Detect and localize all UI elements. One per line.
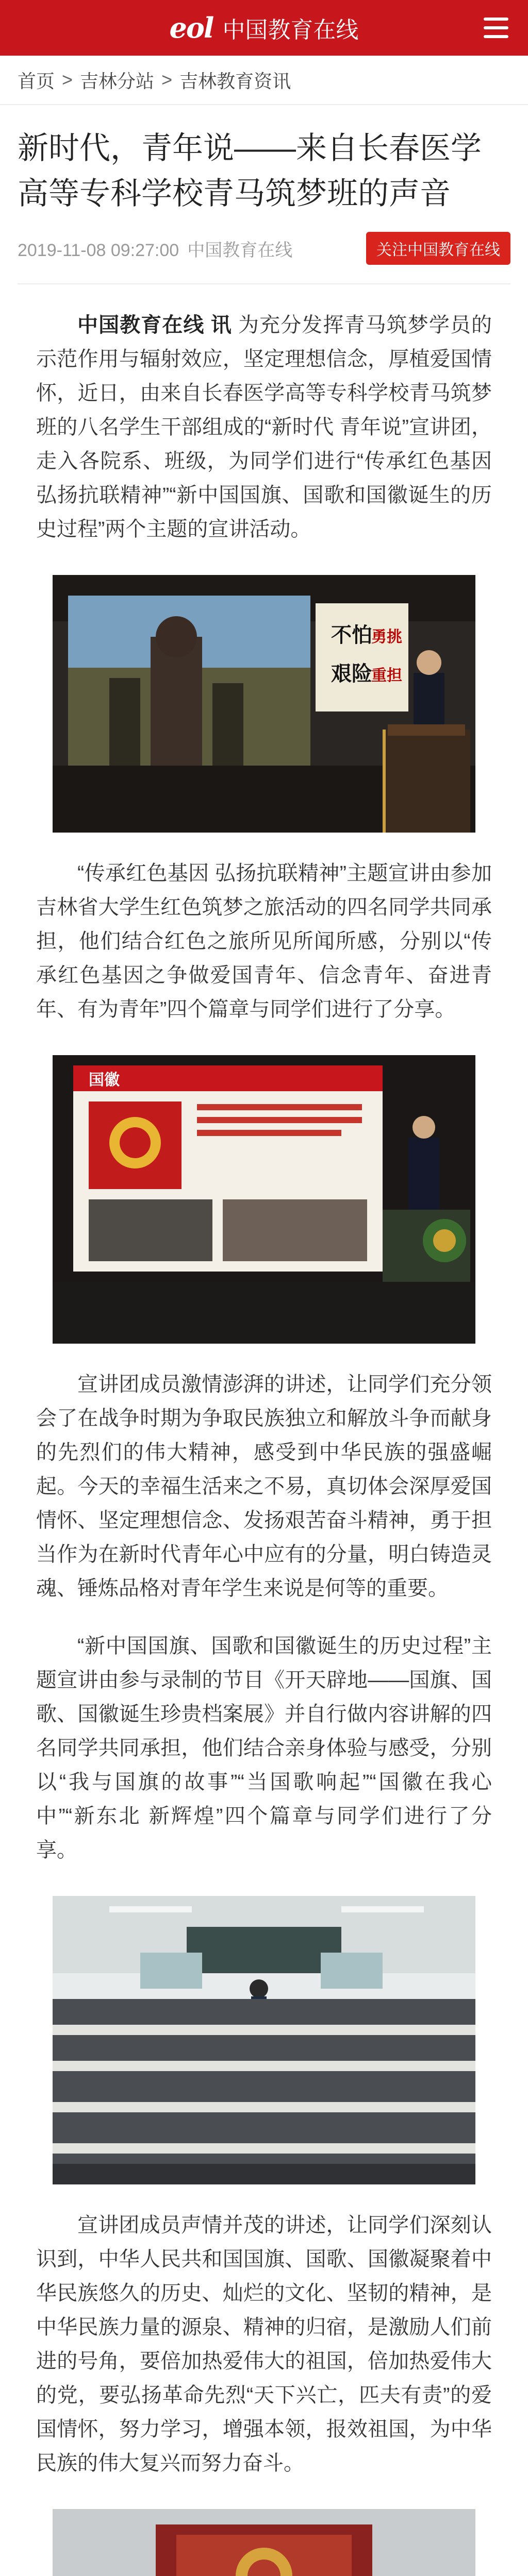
follow-button[interactable]: 关注中国教育在线 (366, 232, 510, 265)
site-brand[interactable] (170, 11, 359, 44)
article-paragraph: 宣讲团成员激情澎湃的讲述，让同学们充分领会了在战争时期为争取民族独立和解放斗争而献身的先烈们的伟大精神，感受到中华民族的强盛崛起。今天的幸福生活来之不易，真切体会深厚爱国情怀、坚定理想信念、发扬艰苦奋斗精神，勇于担当作为在新时代青年心中应有的分量，明白铸造灵魂、锤炼品格对青年学生来说是何等的重要。 (36, 1373, 492, 1600)
lecture-stage-photo (53, 575, 475, 833)
eol-logo: eol (169, 11, 213, 44)
article-date: 2019-11-08 09:27:00 (18, 240, 179, 260)
hamburger-menu-icon[interactable] (484, 18, 508, 38)
article-meta-info (18, 236, 292, 261)
article-paragraph-text: 为充分发挥青马筑梦学员的示范作用与辐射效应，坚定理想信念，厚植爱国情怀，近日，由来自长春医学高等专科学校青马筑梦班的八名学生干部组成的“新时代 青年说”宣讲团，走入各院系、班级，为同学们进行“传承红色基因 弘扬抗联精神”“新中国国旗、国歌和国徽诞生的历史过程”两个主题的宣讲活动。 (36, 314, 492, 540)
article-header (0, 105, 528, 284)
site-name: 中国教育在线 (222, 18, 359, 43)
banner-text: 重担 (371, 667, 402, 685)
top-header (0, 0, 528, 56)
banner-text: 艰险 (331, 662, 372, 686)
slide-heading: 国徽 (89, 1071, 120, 1089)
article-paragraph: “新中国国旗、国歌和国徽诞生的历史过程”主题宣讲由参与录制的节目《开天辟地——国旗、国歌、国徽诞生珍贵档案展》并自行做内容讲解的四名同学共同承担，他们结合亲身体验与感受，分别以“我与国旗的故事”“当国歌响起”“国徽在我心中”“新东北 新辉煌”四个篇章与同学们进行了分享。 (36, 1635, 492, 1861)
article-source: 中国教育在线 (187, 240, 293, 260)
article-paragraph (36, 308, 492, 546)
article-body (0, 308, 528, 2576)
banner-text: 不怕 (331, 623, 372, 647)
classroom-audience-photo (53, 1896, 475, 2184)
article-paragraph: “传承红色基因 弘扬抗联精神”主题宣讲由参加吉林省大学生红色筑梦之旅活动的四名同学共同承担，他们结合红色之旅所见所闻所感，分别以“传承红色基因之争做爱国青年、信念青年、奋进青年、有为青年”四个篇章与同学们进行了分享。 (36, 862, 492, 1021)
banner-text: 勇挑 (371, 628, 402, 646)
article-paragraph: 宣讲团成员声情并茂的讲述，让同学们深刻认识到，中华人民共和国国旗、国歌、国徽凝聚着中华民族悠久的历史、灿烂的文化、坚韧的精神，是中华民族力量的源泉、精神的归宿，是激励人们前进的号角，要倍加热爱伟大的祖国，倍加热爱伟大的党，要弘扬革命先烈“天下兴亡，匹夫有责”的爱国情怀，努力学习，增强本领，报效祖国，为中华民族的伟大复兴而努力奋斗。 (36, 2214, 492, 2475)
breadcrumb-separator: > (62, 69, 73, 90)
breadcrumb-jilin-branch[interactable]: 吉林分站 (80, 70, 155, 92)
breadcrumb-separator: > (161, 69, 173, 90)
article-lead: 中国教育在线 讯 (77, 314, 232, 336)
breadcrumb-home[interactable]: 首页 (18, 70, 55, 92)
classroom-projection-photo (53, 2509, 475, 2576)
article-meta (18, 232, 510, 284)
breadcrumb-jilin-news[interactable]: 吉林教育资讯 (179, 70, 291, 92)
presentation-slide-photo (53, 1055, 475, 1344)
breadcrumb (0, 56, 528, 105)
article-title: 新时代，青年说——来自长春医学高等专科学校青马筑梦班的声音 (18, 131, 482, 211)
